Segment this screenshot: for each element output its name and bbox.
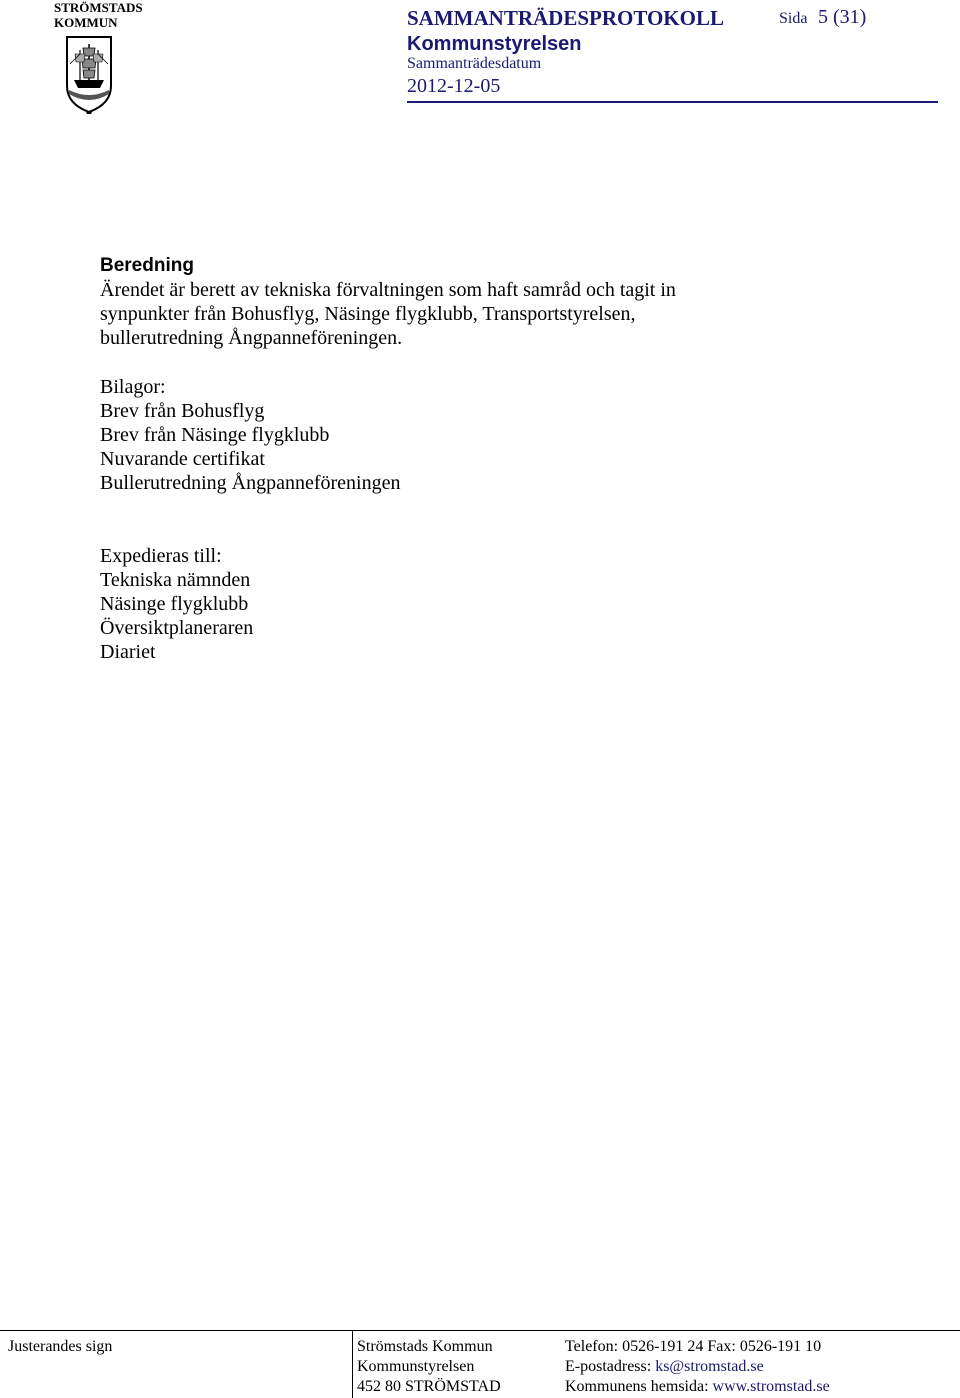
- website-label: Kommunens hemsida:: [565, 1378, 709, 1395]
- dispatch-item: Näsinge flygklubb: [100, 593, 249, 615]
- paragraph-line: Ärendet är berett av tekniska förvaltningen som haft samråd och tagit in: [100, 279, 676, 301]
- email-link[interactable]: ks@stromstad.se: [655, 1358, 764, 1375]
- footer-web-row: [565, 1377, 830, 1397]
- dispatch-item: Tekniska nämnden: [100, 569, 251, 591]
- attachments-label: Bilagor:: [100, 376, 166, 398]
- website-link[interactable]: www.stromstad.se: [712, 1378, 830, 1395]
- footer-address-line: Strömstads Kommun: [357, 1338, 493, 1355]
- footer-divider: [0, 1330, 960, 1331]
- page-label: Sida: [779, 10, 808, 27]
- footer-address-line: Kommunstyrelsen: [357, 1358, 475, 1375]
- attachment-item: Brev från Näsinge flygklubb: [100, 424, 330, 446]
- attachment-item: Brev från Bohusflyg: [100, 400, 265, 422]
- header-divider: [407, 101, 938, 103]
- signature-box-divider: [352, 1331, 353, 1398]
- org-name-line2: KOMMUN: [54, 15, 118, 30]
- dispatch-item: Diariet: [100, 641, 156, 663]
- body-name: Kommunstyrelsen: [407, 33, 582, 55]
- section-heading: Beredning: [100, 255, 194, 276]
- dispatch-item: Översiktplaneraren: [100, 617, 254, 639]
- attachment-item: Nuvarande certifikat: [100, 448, 265, 470]
- paragraph-line: bullerutredning Ångpanneföreningen.: [100, 327, 403, 349]
- attachment-item: Bullerutredning Ångpanneföreningen: [100, 472, 401, 494]
- footer-email-row: [565, 1357, 764, 1377]
- municipal-crest-icon: [64, 34, 114, 114]
- meeting-date-label: Sammanträdesdatum: [407, 55, 542, 72]
- email-label: E-postadress:: [565, 1358, 652, 1375]
- meeting-date: 2012-12-05: [407, 75, 501, 97]
- footer-phone-fax: Telefon: 0526-191 24 Fax: 0526-191 10: [565, 1338, 822, 1355]
- paragraph-line: synpunkter från Bohusflyg, Näsinge flygklubb, Transportstyrelsen,: [100, 303, 636, 325]
- dispatch-label: Expedieras till:: [100, 545, 222, 567]
- org-name-line1: STRÖMSTADS: [54, 0, 143, 15]
- footer-address-line: 452 80 STRÖMSTAD: [357, 1378, 501, 1395]
- signature-label: Justerandes sign: [8, 1338, 113, 1355]
- document-title: SAMMANTRÄDESPROTOKOLL: [407, 6, 724, 30]
- page-number: 5 (31): [818, 6, 867, 28]
